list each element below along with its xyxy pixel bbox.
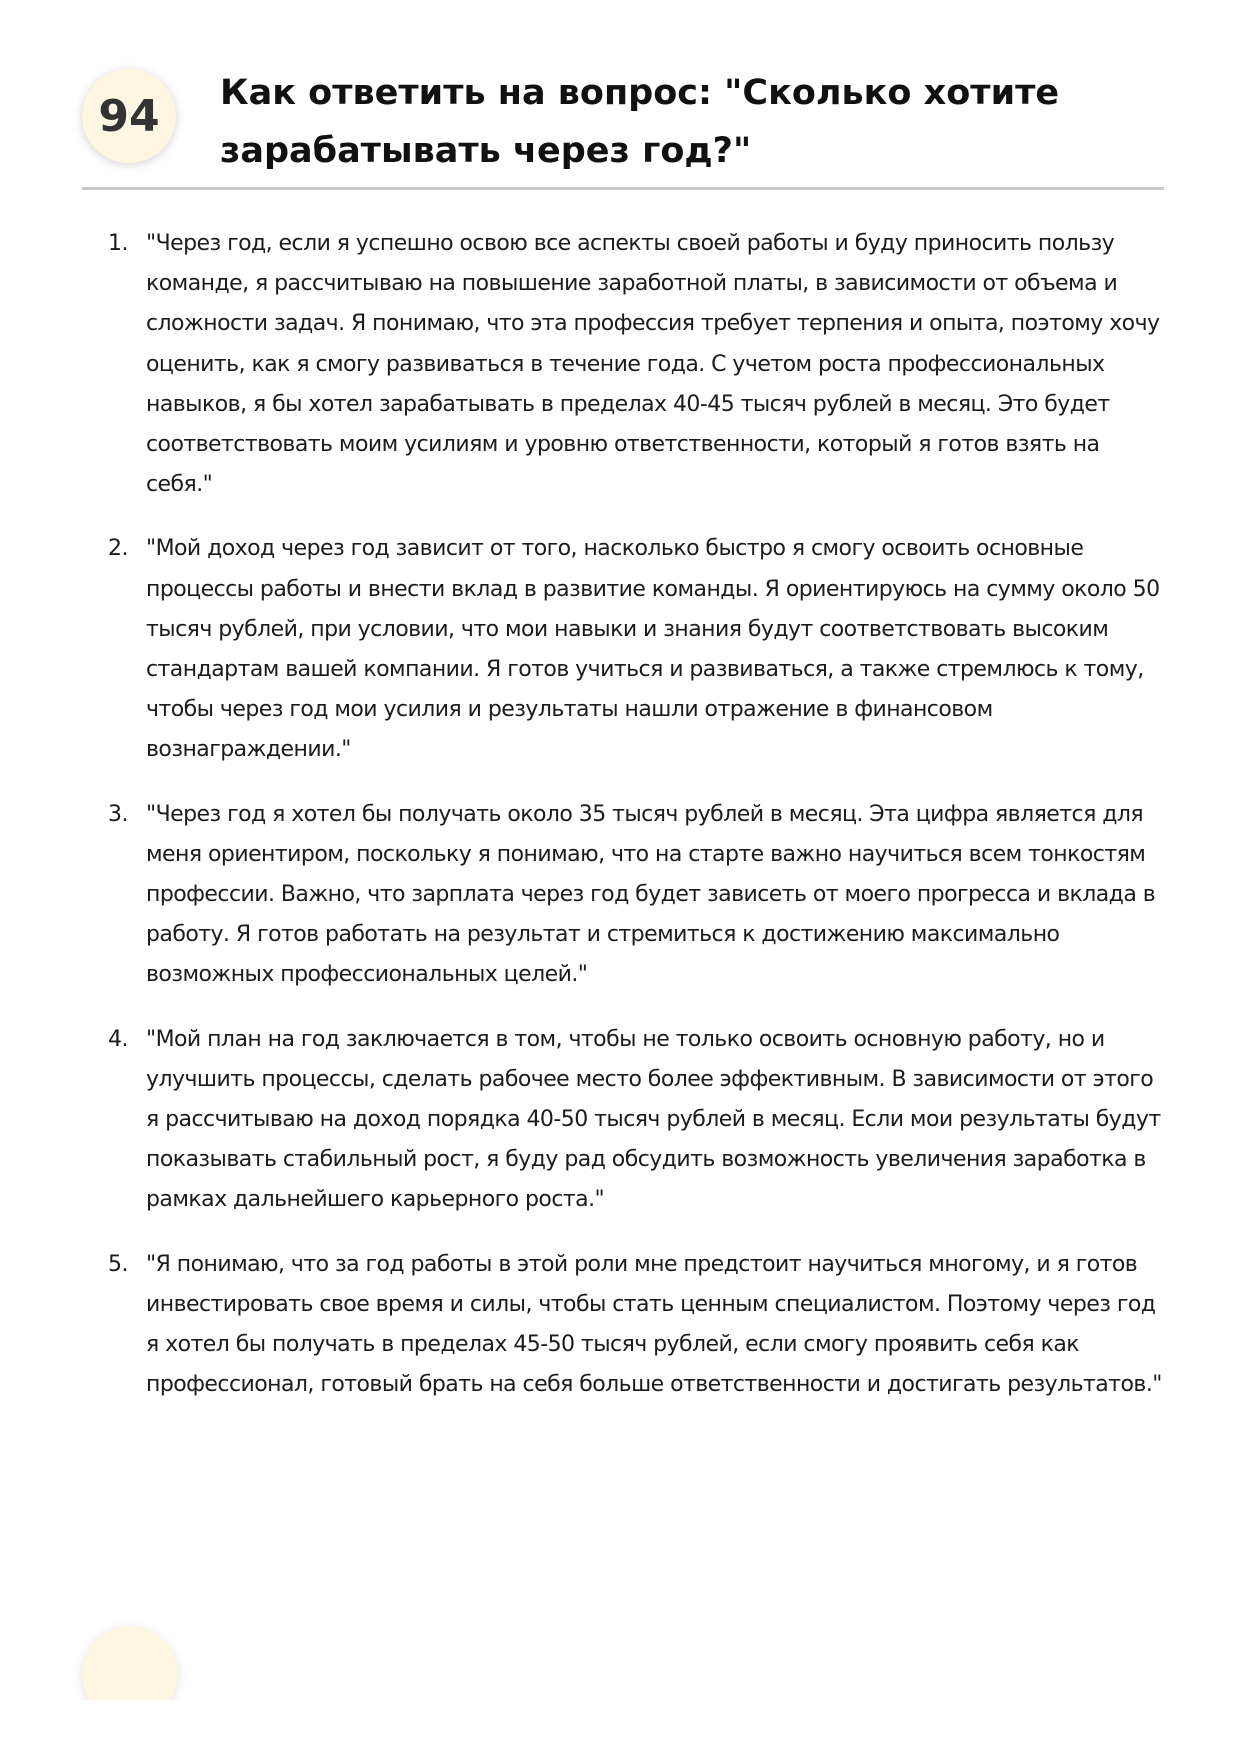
item-text: "Я понимаю, что за год работы в этой роли мне предстоит научиться многому, и я готов инвестировать свое время и силы, чтобы стать ценным специалистом. Поэтому через год я хотел бы получать в пределах 45-50 тысяч рублей, если смогу проявить себя как профессионал, готовый брать на себя больше ответственности и достигать результатов." — [146, 1251, 1162, 1398]
page-bottom-edge — [0, 1700, 1239, 1753]
page-number-badge: 94 — [82, 69, 176, 163]
item-number: 1. — [108, 231, 128, 256]
page-title: Как ответить на вопрос: "Сколько хотите зарабатывать через год?" — [220, 73, 1060, 171]
list-item — [108, 529, 1164, 770]
item-text: "Через год, если я успешно освою все аспекты своей работы и буду приносить пользу команде, я рассчитываю на повышение заработной платы, в зависимости от объема и сложности задач. Я понимаю, что эта профессия требует терпения и опыта, поэтому хочу оценить, как я смогу развиваться в течение года. С учетом роста профессиональных навыков, я бы хотел зарабатывать в пределах 40-45 тысяч рублей в месяц. Это будет соответствовать моим усилиям и уровню ответственности, который я готов взять на себя." — [146, 231, 1160, 498]
list-item — [108, 224, 1164, 505]
item-text: "Через год я хотел бы получать около 35 тысяч рублей в месяц. Эта цифра является для меня ориентиром, поскольку я понимаю, что на старте важно научиться всем тонкостям профессии. Важно, что зарплата через год будет зависеть от моего прогресса и вклада в работу. Я готов работать на результат и стремиться к достижению максимально возможных профессиональных целей." — [146, 801, 1156, 988]
page-header — [82, 56, 1164, 190]
list-item — [108, 1245, 1164, 1406]
answer-list — [108, 224, 1164, 1429]
item-number: 5. — [108, 1251, 128, 1277]
list-item — [108, 1020, 1164, 1221]
item-number: 4. — [108, 1026, 128, 1052]
item-text: "Мой доход через год зависит от того, насколько быстро я смогу освоить основные процессы работы и внести вклад в развитие команды. Я ориентируюсь на сумму около 50 тысяч рублей, при условии, что мои навыки и знания будут соответствовать высоким стандартам вашей компании. Я готов учиться и развиваться, а также стремлюсь к тому, чтобы через год мои усилия и результаты нашли отражение в финансовом вознаграждении." — [146, 536, 1160, 763]
item-number: 2. — [108, 536, 128, 562]
item-number: 3. — [108, 801, 128, 827]
list-item — [108, 795, 1164, 996]
item-text: "Мой план на год заключается в том, чтобы не только освоить основную работу, но и улучшить процессы, сделать рабочее место более эффективным. В зависимости от этого я рассчитываю на доход порядка 40-50 тысяч рублей в месяц. Если мои результаты будут показывать стабильный рост, я буду рад обсудить возможность увеличения заработка в рамках дальнейшего карьерного роста." — [146, 1026, 1161, 1213]
